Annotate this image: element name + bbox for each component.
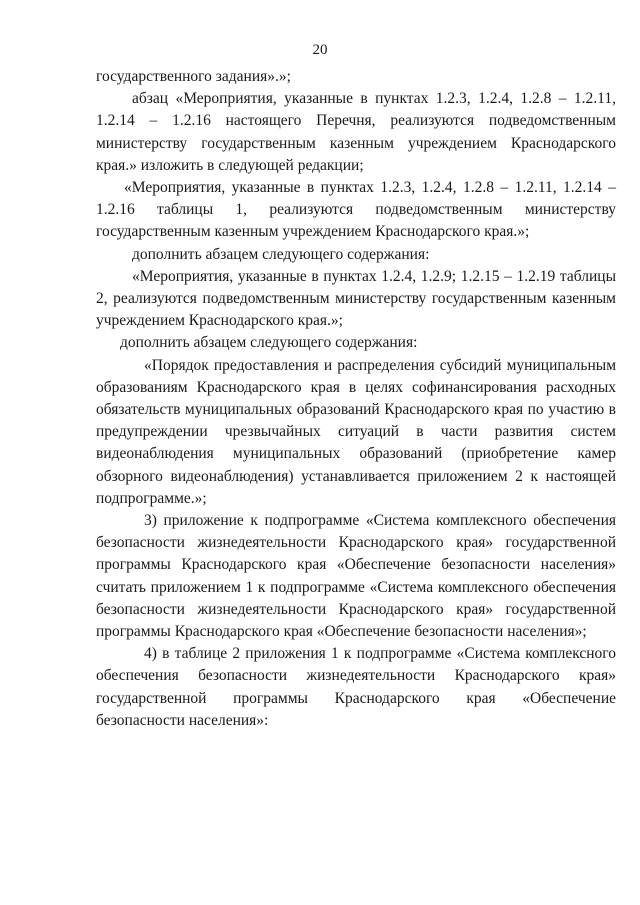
paragraph-4: дополнить абзацем следующего содержания: [132, 245, 430, 263]
paragraph-3: «Мероприятия, указанные в пунктах 1.2.3, 1.2.4, 1.2.8 – 1.2.11, 1.2.14 – 1.2.16 таблицы 1, реализуются подведомственным министерству государственным казенным учреждением Краснодарского края.»; [96, 179, 616, 241]
paragraph-6: дополнить абзацем следующего содержания: [120, 334, 418, 352]
paragraph-9: 4) в таблице 2 приложения 1 к подпрограмме «Система комплексного обеспечения безопасности жизнедеятельности Краснодарского края» государственной программы Краснодарского края «Обеспечение безопасности населения»: [96, 645, 616, 729]
paragraph-2: абзац «Мероприятия, указанные в пунктах 1.2.3, 1.2.4, 1.2.8 – 1.2.11, 1.2.14 – 1.2.16 настоящего Перечня, реализуются подведомственным министерству государственным казенным учреждением Краснодарского края.» изложить в следующей редакции; [96, 90, 616, 174]
paragraph-7: «Порядок предоставления и распределения субсидий муниципальным образованиям Краснодарского края в целях софинансирования расходных обязательств муниципальных образований Краснодарского края по участию в предупреждении чрезвычайных ситуаций в части развития систем видеонаблюдения муниципальных образований (приобретение камер обзорного видеонаблюдения) устанавливается приложением 2 к настоящей подпрограмме.»; [96, 356, 616, 507]
paragraph-8: 3) приложение к подпрограмме «Система комплексного обеспечения безопасности жизнедеятельности Краснодарского края» государственной программы Краснодарского края «Обеспечение безопасности населения» считать приложением 1 к подпрограмме «Система комплексного обеспечения безопасности жизнедеятельности Краснодарского края» государственной программы Краснодарского края «Обеспечение безопасности населения»; [96, 512, 616, 641]
document-body [96, 66, 616, 732]
paragraph-5: «Мероприятия, указанные в пунктах 1.2.4, 1.2.9; 1.2.15 – 1.2.19 таблицы 2, реализуются подведомственным министерству государственным казенным учреждением Краснодарского края.»; [96, 267, 616, 330]
page-number: 20 [312, 42, 328, 58]
paragraph-1: государственного задания».»; [96, 68, 291, 85]
